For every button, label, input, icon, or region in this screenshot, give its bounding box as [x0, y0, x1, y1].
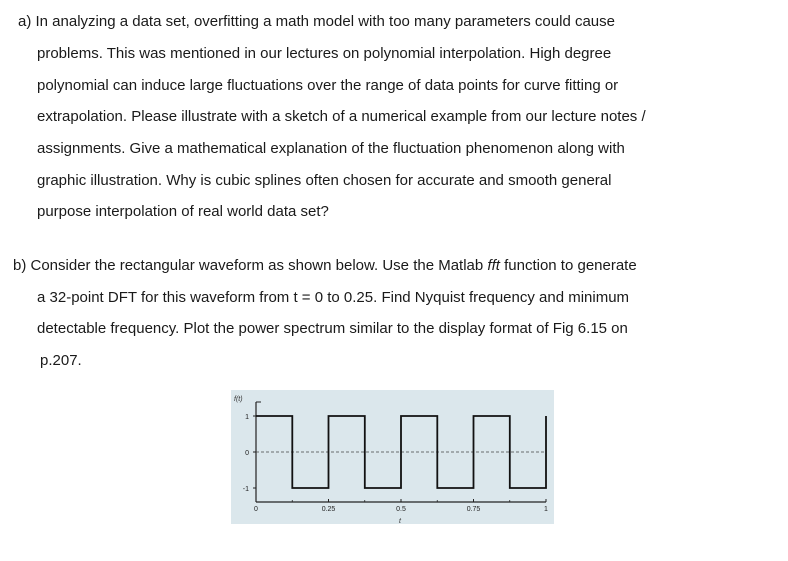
- y-tick-label: -1: [242, 486, 249, 493]
- part-a-line-1: a) In analyzing a data set, overfitting a math model with too many parameters could cause: [18, 13, 615, 30]
- y-tick-label: 1: [245, 414, 249, 421]
- fft-function-name: fft: [487, 257, 500, 274]
- waveform-figure: [231, 390, 554, 524]
- x-tick-label: 0.25: [321, 506, 336, 513]
- x-tick-label: 0.75: [466, 506, 481, 513]
- y-axis-label: f(t): [234, 396, 243, 403]
- x-tick-label: 0: [254, 506, 258, 513]
- part-a-line-2: problems. This was mentioned in our lectures on polynomial interpolation. High degree: [37, 45, 612, 62]
- part-b-line-2: a 32-point DFT for this waveform from t = 0 to 0.25. Find Nyquist frequency and minimum: [37, 289, 630, 306]
- y-tick-label: 0: [245, 450, 249, 457]
- part-b-line-1: [13, 257, 637, 275]
- part-b-line-1-end: function to generate: [499, 257, 637, 274]
- x-axis-label: t: [399, 518, 401, 524]
- x-tick-label: 1: [544, 506, 548, 513]
- waveform-chart: [231, 390, 554, 524]
- part-a-line-3: polynomial can induce large fluctuations over the range of data points for curve fitting or: [37, 77, 619, 94]
- part-b-line-1-start: b) Consider the rectangular waveform as shown below. Use the Matlab: [13, 257, 488, 274]
- part-b-line-4: p.207.: [40, 352, 82, 369]
- part-a-line-6: graphic illustration. Why is cubic splines often chosen for accurate and smooth general: [37, 172, 612, 189]
- x-tick-label: 0.5: [396, 506, 406, 513]
- part-a-line-4: extrapolation. Please illustrate with a sketch of a numerical example from our lecture notes /: [37, 108, 646, 125]
- part-b-line-3: detectable frequency. Plot the power spectrum similar to the display format of Fig 6.15 on: [37, 320, 628, 337]
- part-a-line-5: assignments. Give a mathematical explanation of the fluctuation phenomenon along with: [37, 140, 625, 157]
- part-a-line-7: purpose interpolation of real world data set?: [37, 203, 329, 220]
